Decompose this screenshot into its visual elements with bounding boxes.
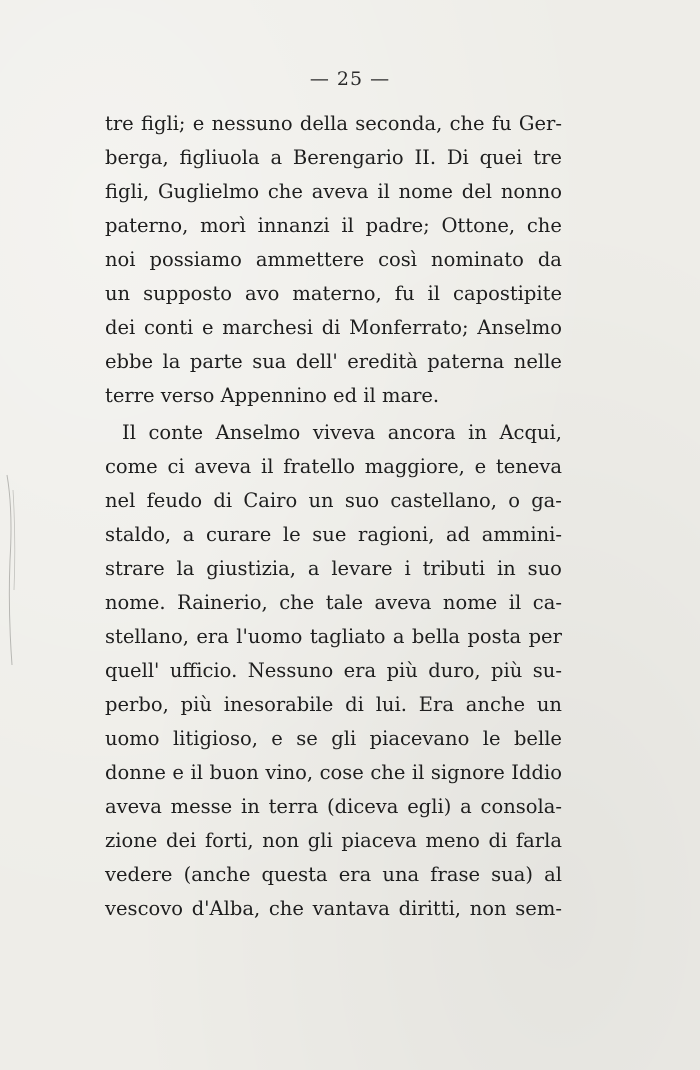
- word: più: [180, 693, 212, 716]
- word: fratello: [283, 455, 355, 478]
- word: che: [267, 180, 303, 203]
- word: aveva: [374, 591, 432, 614]
- word: era: [338, 863, 372, 886]
- word: nel: [105, 489, 136, 512]
- word: dei: [166, 829, 197, 852]
- word: possiamo: [149, 248, 242, 271]
- word: perbo,: [105, 693, 169, 716]
- word: meno: [425, 829, 480, 852]
- word: Berengario: [292, 146, 404, 169]
- word: un: [308, 489, 334, 512]
- word: a: [270, 146, 283, 169]
- word: innanzi: [257, 214, 330, 237]
- word: consola-: [480, 795, 562, 818]
- word: (diceva: [327, 795, 399, 818]
- text-line: [105, 756, 562, 790]
- word: ebbe: [105, 350, 154, 373]
- word: paterno,: [105, 214, 189, 237]
- word: che: [370, 761, 406, 784]
- word: Monferrato;: [349, 316, 469, 339]
- word: teneva: [495, 455, 562, 478]
- word: o: [508, 489, 520, 512]
- text-line: [105, 141, 562, 175]
- word: staldo,: [105, 523, 172, 546]
- word: cose: [319, 761, 364, 784]
- word: un: [536, 693, 562, 716]
- text-line: [105, 552, 562, 586]
- word: sua): [491, 863, 533, 886]
- word: e: [202, 316, 214, 339]
- word: seconda,: [355, 112, 443, 135]
- word: a: [460, 795, 472, 818]
- word: e: [172, 761, 184, 784]
- word: strare: [105, 557, 165, 580]
- word: marchesi: [222, 316, 313, 339]
- word: in: [496, 557, 516, 580]
- word: nome: [442, 591, 498, 614]
- word: al: [544, 863, 562, 886]
- word: Cairo: [243, 489, 298, 512]
- text-line: [105, 688, 562, 722]
- word: di: [213, 489, 233, 512]
- word: eredità: [347, 350, 418, 373]
- word: anche: [465, 693, 526, 716]
- word: della: [299, 112, 348, 135]
- word: mare.: [381, 384, 440, 407]
- word: vantava: [312, 897, 390, 920]
- text-line: [105, 790, 562, 824]
- gutter-margin-mark: [4, 470, 18, 670]
- word: quei: [479, 146, 523, 169]
- word: a: [392, 625, 405, 648]
- word: messe: [170, 795, 233, 818]
- word: frase: [430, 863, 480, 886]
- text-line: [105, 345, 562, 379]
- word: feudo: [146, 489, 203, 512]
- word: lui.: [375, 693, 407, 716]
- text-line: [105, 277, 562, 311]
- text-line: [105, 722, 562, 756]
- word: così: [378, 248, 418, 271]
- word: nelle: [513, 350, 562, 373]
- word: la: [162, 350, 181, 373]
- word: che: [279, 591, 315, 614]
- word: avo: [245, 282, 280, 305]
- text-line: [105, 518, 562, 552]
- word: viveva: [312, 421, 376, 444]
- word: dei: [105, 316, 136, 339]
- word: Anselmo: [477, 316, 562, 339]
- word: a: [182, 523, 195, 546]
- word: Di: [446, 146, 469, 169]
- word: parte: [189, 350, 243, 373]
- word: era: [343, 659, 377, 682]
- text-line: [105, 209, 562, 243]
- word: di: [345, 693, 364, 716]
- text-line: [105, 586, 562, 620]
- text-line: [105, 416, 562, 450]
- word: suo: [527, 557, 562, 580]
- word: ammini-: [481, 523, 562, 546]
- text-line: [105, 379, 562, 413]
- word: gli: [331, 727, 357, 750]
- word: Ottone,: [441, 214, 516, 237]
- word: le: [282, 523, 301, 546]
- word: buon: [209, 761, 259, 784]
- word: uomo: [105, 727, 160, 750]
- text-line: [105, 175, 562, 209]
- word: le: [482, 727, 501, 750]
- word: ragioni,: [358, 523, 435, 546]
- word: zione: [105, 829, 158, 852]
- word: nome: [398, 180, 453, 203]
- word: stellano,: [105, 625, 189, 648]
- word: II.: [414, 146, 437, 169]
- word: Iddio: [511, 761, 562, 784]
- word: il: [190, 761, 203, 784]
- word: Ger-: [518, 112, 562, 135]
- word: materno,: [292, 282, 382, 305]
- word: l'uomo: [236, 625, 303, 648]
- text-line: [105, 450, 562, 484]
- word: ad: [446, 523, 471, 546]
- word: fu: [491, 112, 512, 135]
- word: nessuno: [211, 112, 293, 135]
- word: aveva: [194, 455, 252, 478]
- word: aveva: [311, 180, 369, 203]
- word: piacevano: [369, 727, 470, 750]
- word: più: [491, 659, 523, 682]
- word: un: [105, 282, 131, 305]
- word: aveva: [105, 795, 162, 818]
- word: (anche: [183, 863, 251, 886]
- word: ufficio.: [169, 659, 238, 682]
- word: era: [196, 625, 229, 648]
- word: il: [377, 180, 390, 203]
- text-line: [105, 107, 562, 141]
- text-line: [105, 620, 562, 654]
- word: curare: [206, 523, 272, 546]
- word: bella: [411, 625, 461, 648]
- word: il: [508, 591, 522, 614]
- text-line: [105, 824, 562, 858]
- word: Anselmo: [215, 421, 301, 444]
- word: Appennino: [220, 384, 334, 407]
- word: figli;: [140, 112, 186, 135]
- word: vedere: [105, 863, 173, 886]
- word: di: [321, 316, 341, 339]
- word: e: [192, 112, 205, 135]
- page-number: — 25 —: [309, 68, 391, 90]
- word: il: [260, 455, 274, 478]
- word: quell': [105, 659, 160, 682]
- word: castellano,: [390, 489, 497, 512]
- text-line: [105, 858, 562, 892]
- word: Il: [122, 421, 136, 444]
- word: nominato: [431, 248, 524, 271]
- word: suo: [344, 489, 380, 512]
- word: conti: [143, 316, 194, 339]
- word: che: [449, 112, 485, 135]
- word: fu: [394, 282, 415, 305]
- word: capostipite: [453, 282, 562, 305]
- word: la: [176, 557, 195, 580]
- word: di: [488, 829, 508, 852]
- word: conte: [148, 421, 204, 444]
- word: Nessuno: [247, 659, 334, 682]
- word: diritti,: [398, 897, 462, 920]
- word: il: [341, 214, 354, 237]
- word: vescovo: [105, 897, 183, 920]
- word: Acqui,: [499, 421, 562, 444]
- word: duro,: [428, 659, 481, 682]
- word: che: [268, 897, 304, 920]
- word: ci: [167, 455, 185, 478]
- word: sue: [312, 523, 347, 546]
- word: giustizia,: [206, 557, 296, 580]
- text-line: [105, 311, 562, 345]
- word: tagliato: [309, 625, 386, 648]
- word: il: [411, 761, 425, 784]
- word: tre: [533, 146, 562, 169]
- word: posta: [467, 625, 522, 648]
- word: verso: [160, 384, 221, 407]
- word: ed: [333, 384, 364, 407]
- word: e: [271, 727, 283, 750]
- word: come: [105, 455, 158, 478]
- paragraph-1: [105, 107, 562, 413]
- word: figliuola: [179, 146, 260, 169]
- word: del: [461, 180, 493, 203]
- word: berga,: [105, 146, 169, 169]
- text-line: [105, 484, 562, 518]
- word: padre;: [365, 214, 430, 237]
- word: vino,: [265, 761, 314, 784]
- word: ancora: [387, 421, 456, 444]
- word: nonno: [500, 180, 562, 203]
- word: una: [382, 863, 420, 886]
- word: questa: [261, 863, 328, 886]
- word: tributi: [422, 557, 486, 580]
- word: levare: [331, 557, 393, 580]
- word: d'Alba,: [191, 897, 261, 920]
- word: forti,: [204, 829, 254, 852]
- word: ammettere: [255, 248, 365, 271]
- word: dell': [295, 350, 338, 373]
- word: morì: [200, 214, 246, 237]
- word: non: [469, 897, 507, 920]
- word: terre: [105, 384, 161, 407]
- word: ga-: [531, 489, 562, 512]
- word: donne: [105, 761, 166, 784]
- text-line: [105, 243, 562, 277]
- word: paterna: [427, 350, 505, 373]
- word: più: [386, 659, 418, 682]
- word: egli): [407, 795, 452, 818]
- word: il: [363, 384, 382, 407]
- word: che: [526, 214, 562, 237]
- text-line: [105, 654, 562, 688]
- word: inesorabile: [223, 693, 334, 716]
- word: sua: [252, 350, 287, 373]
- word: e: [474, 455, 487, 478]
- word: farla: [515, 829, 562, 852]
- word: piaceva: [341, 829, 417, 852]
- word: Guglielmo: [157, 180, 260, 203]
- word: figli,: [105, 180, 150, 203]
- word: gli: [307, 829, 333, 852]
- word: ca-: [532, 591, 562, 614]
- word: tale: [325, 591, 363, 614]
- word: per: [528, 625, 562, 648]
- word: il: [427, 282, 441, 305]
- word: a: [307, 557, 320, 580]
- word: su-: [532, 659, 562, 682]
- word: terra: [268, 795, 319, 818]
- text-line: [105, 892, 562, 926]
- body-text: [105, 107, 562, 926]
- word: in: [240, 795, 260, 818]
- word: se: [296, 727, 318, 750]
- word: i: [404, 557, 411, 580]
- word: tre: [105, 112, 134, 135]
- word: signore: [430, 761, 505, 784]
- word: non: [262, 829, 300, 852]
- word: litigioso,: [172, 727, 258, 750]
- word: da: [537, 248, 562, 271]
- word: maggiore,: [364, 455, 465, 478]
- word: nome.: [105, 591, 166, 614]
- word: Rainerio,: [177, 591, 268, 614]
- word: belle: [513, 727, 562, 750]
- word: Era: [418, 693, 454, 716]
- word: in: [468, 421, 487, 444]
- word: noi: [105, 248, 136, 271]
- word: supposto: [143, 282, 232, 305]
- paragraph-2: [105, 416, 562, 926]
- word: sem-: [515, 897, 562, 920]
